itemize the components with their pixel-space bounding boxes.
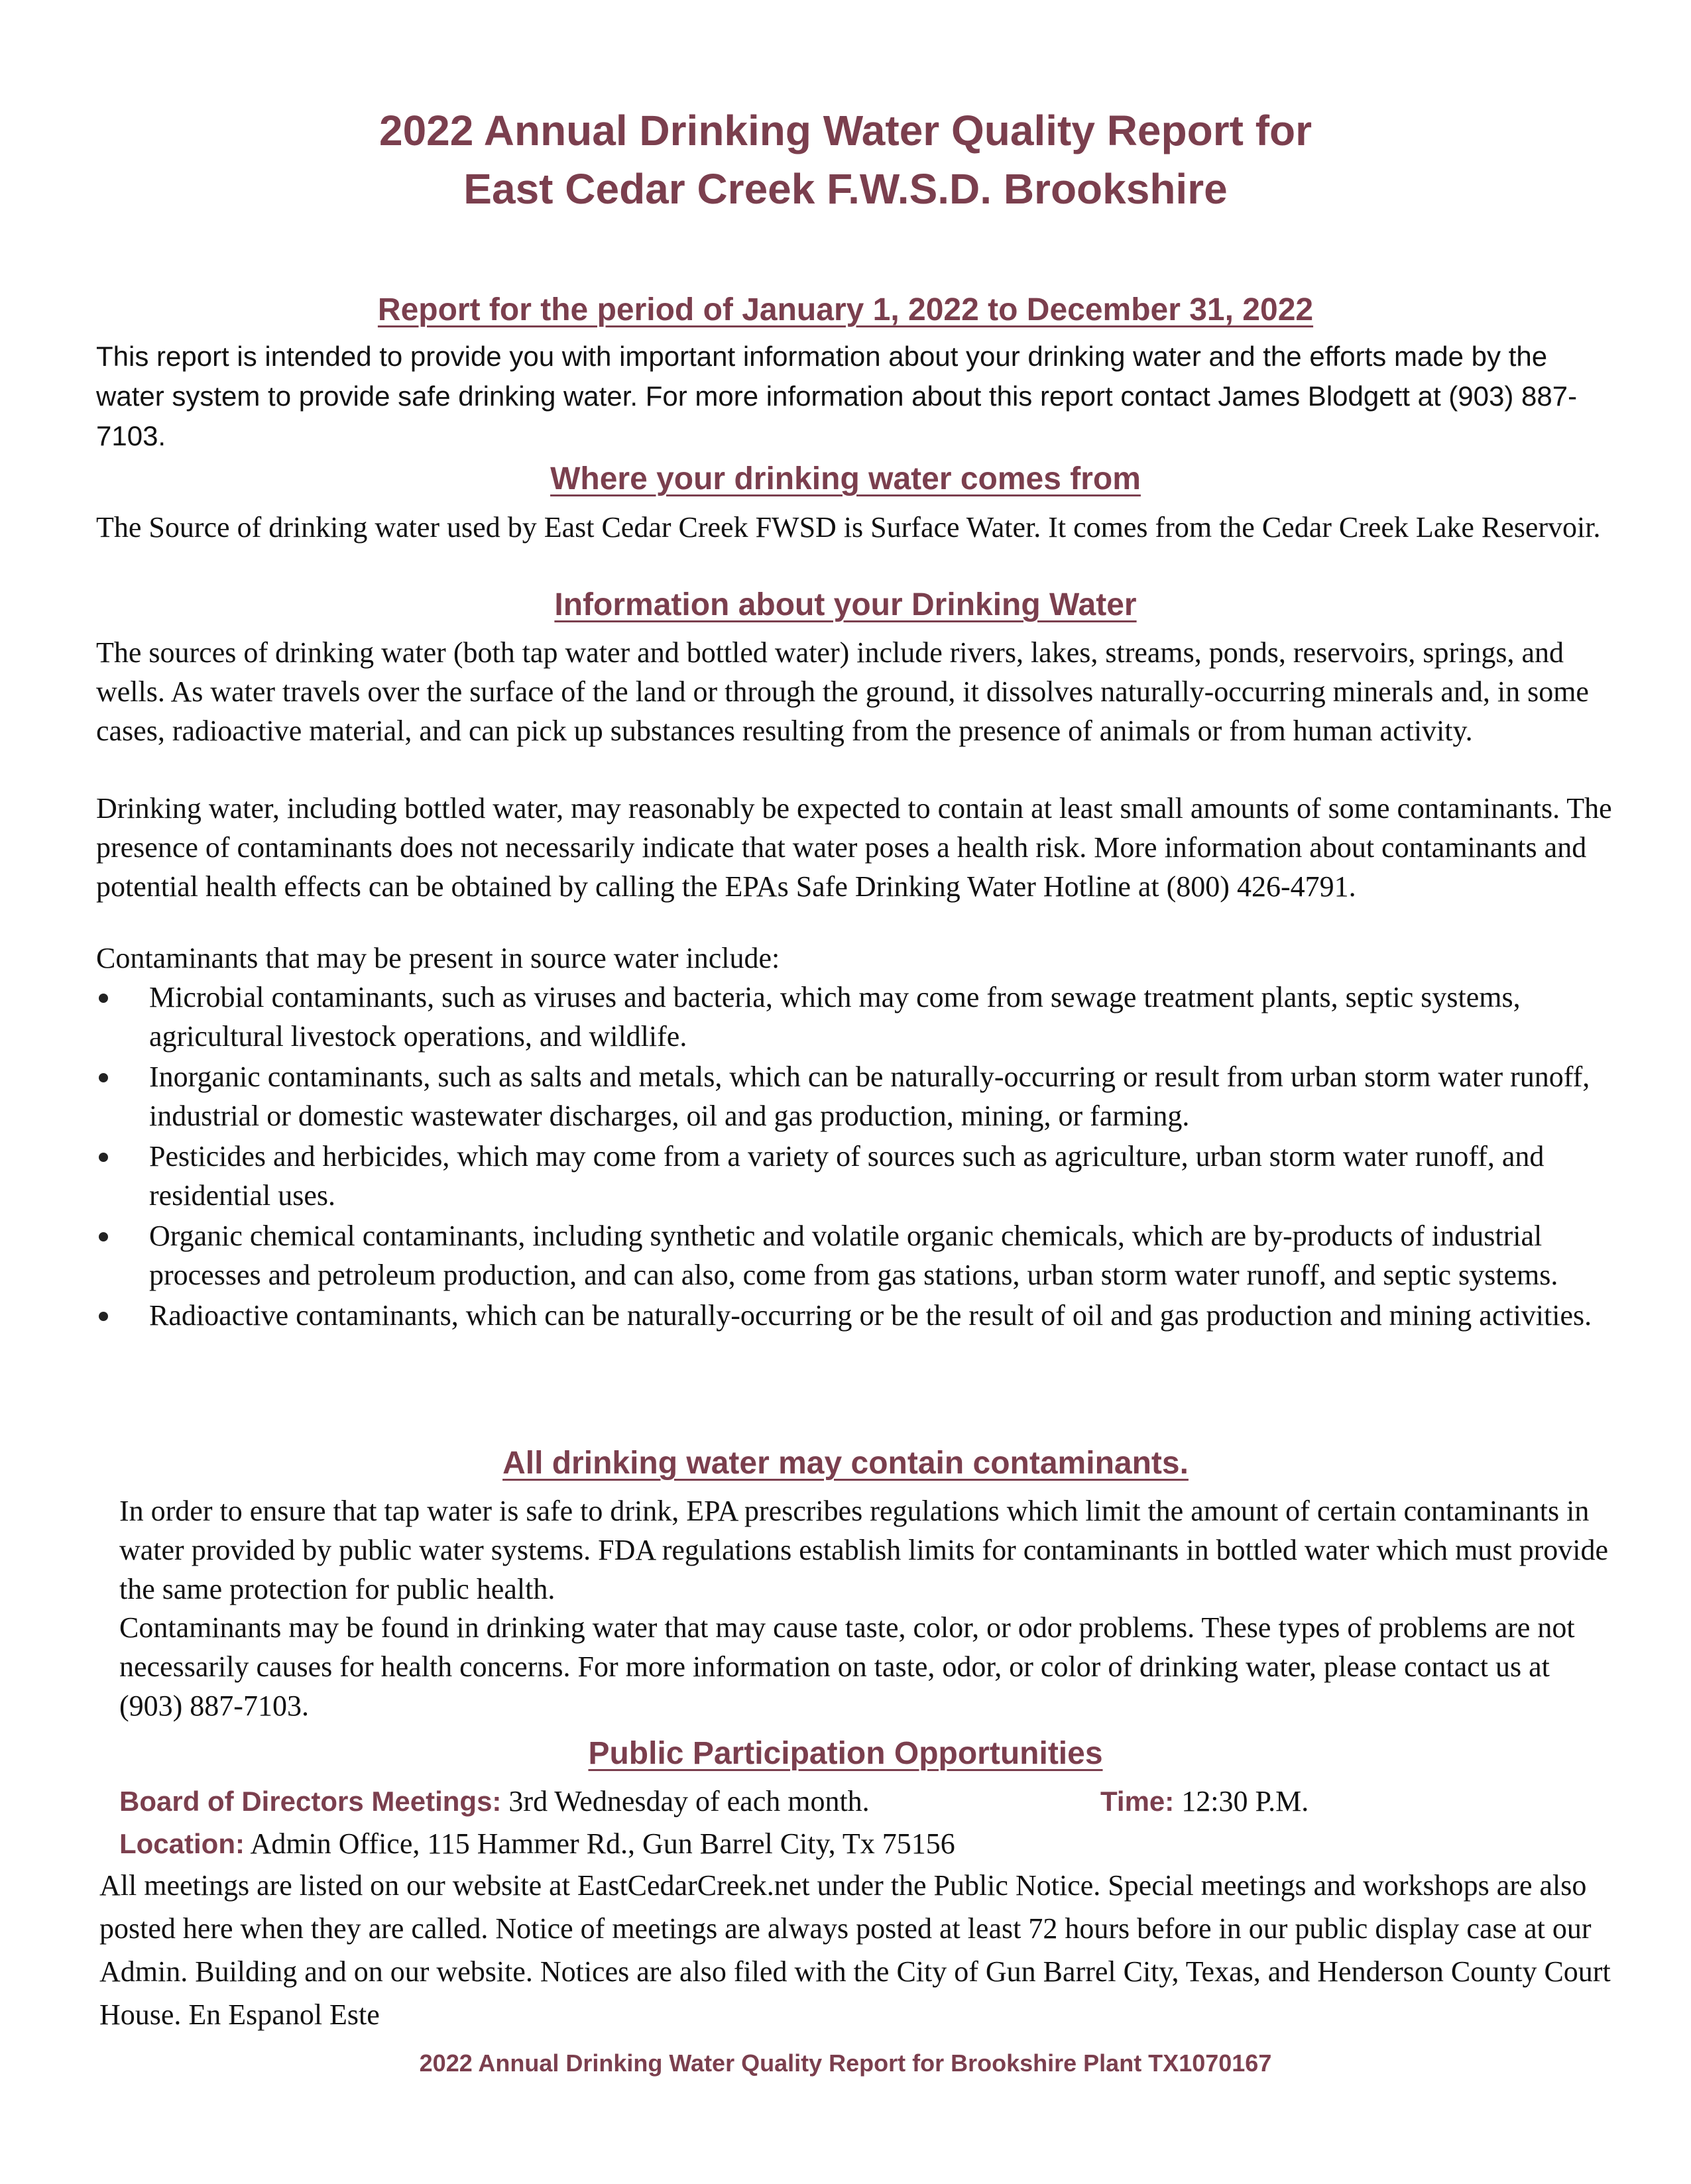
list-item: Microbial contaminants, such as viruses and bacteria, which may come from sewage treatment plants, septic systems, agricultural livestock operations, and wildlife. <box>96 978 1614 1056</box>
list-item: Inorganic contaminants, such as salts and metals, which can be naturally-occurring or result from urban storm water runoff, industrial or domestic wastewater discharges, oil and gas production, mining, or farming. <box>96 1057 1614 1135</box>
contaminants-heading: All drinking water may contain contaminants. <box>502 1446 1189 1481</box>
info-heading: Information about your Drinking Water <box>554 587 1137 622</box>
info-text-3: Contaminants that may be present in source water include: <box>96 942 780 974</box>
source-heading: Where your drinking water comes from <box>550 461 1141 496</box>
meetings-text: All meetings are listed on our website at EastCedarCreek.net under the Public Notice. Special meetings and workshops are also posted here when they are called. Notice of meetings are always posted at least 72 hours before in our public display case at our Admin. Building and on our website. Notices are also filed with the City of Gun Barrel City, Texas, and Henderson County Court House. En Espanol Este <box>99 1869 1611 2031</box>
contaminant-list <box>96 978 1614 1336</box>
list-item: Organic chemical contaminants, including synthetic and volatile organic chemicals, which are by-products of industrial processes and petroleum production, and can also, come from gas stations, urban storm water runoff, and septic systems. <box>96 1216 1614 1294</box>
board-meetings-value: 3rd Wednesday of each month. <box>501 1785 870 1817</box>
contaminants-text-1: In order to ensure that tap water is safe to drink, EPA prescribes regulations which limit the amount of certain contaminants in water provided by public water systems. FDA regulations establish limits for contaminants in bottled water which must provide the same protection for public health. <box>119 1495 1609 1605</box>
bullet-icon <box>99 1073 108 1082</box>
contaminants-text-2: Contaminants may be found in drinking water that may cause taste, color, or odor problems. These types of problems are not necessarily causes for health concerns. For more information on taste, odor, or color of drinking water, please contact us at (903) 887-7103. <box>119 1611 1575 1722</box>
info-text-1: The sources of drinking water (both tap water and bottled water) include rivers, lakes, streams, ponds, reservoirs, springs, and wells. As water travels over the surface of the land or through the ground, it dissolves naturally-occurring minerals and, in some cases, radioactive material, and can pick up substances resulting from the presence of animals or from human activity. <box>96 636 1589 747</box>
list-item: Pesticides and herbicides, which may come from a variety of sources such as agriculture, urban storm water runoff, and residential uses. <box>96 1137 1614 1215</box>
participation-heading: Public Participation Opportunities <box>588 1736 1103 1771</box>
location-label: Location: <box>119 1828 245 1859</box>
location-line <box>119 1824 1644 1863</box>
report-title-line-2: East Cedar Creek F.W.S.D. Brookshire <box>463 165 1228 213</box>
period-text: This report is intended to provide you with important information about your drinking water and the efforts made by the water system to provide safe drinking water. For more information about this report contact James Blodgett at (903) 887-7103. <box>96 341 1578 451</box>
info-text-2: Drinking water, including bottled water, may reasonably be expected to contain at least small amounts of some contaminants. The presence of contaminants does not necessarily indicate that water poses a health risk. More information about contaminants and potential health effects can be obtained by calling the EPAs Safe Drinking Water Hotline at (800) 426-4791. <box>96 792 1612 903</box>
bullet-icon <box>99 1153 108 1162</box>
time-line <box>1100 1782 1564 1821</box>
page-footer: 2022 Annual Drinking Water Quality Report for Brookshire Plant TX1070167 <box>419 2049 1272 2077</box>
period-heading: Report for the period of January 1, 2022 to December 31, 2022 <box>377 292 1314 327</box>
source-text: The Source of drinking water used by East Cedar Creek FWSD is Surface Water. It comes from the Cedar Creek Lake Reservoir. <box>96 511 1601 544</box>
time-label: Time: <box>1100 1786 1175 1817</box>
list-item: Radioactive contaminants, which can be naturally-occurring or be the result of oil and gas production and mining activities. <box>96 1296 1614 1335</box>
bullet-icon <box>99 994 108 1003</box>
location-value: Admin Office, 115 Hammer Rd., Gun Barrel City, Tx 75156 <box>244 1827 955 1860</box>
time-value: 12:30 P.M. <box>1174 1785 1309 1817</box>
report-title-line-1: 2022 Annual Drinking Water Quality Report for <box>379 107 1312 154</box>
board-meetings-label: Board of Directors Meetings: <box>119 1786 502 1817</box>
bullet-icon <box>99 1232 108 1241</box>
bullet-icon <box>99 1312 108 1321</box>
